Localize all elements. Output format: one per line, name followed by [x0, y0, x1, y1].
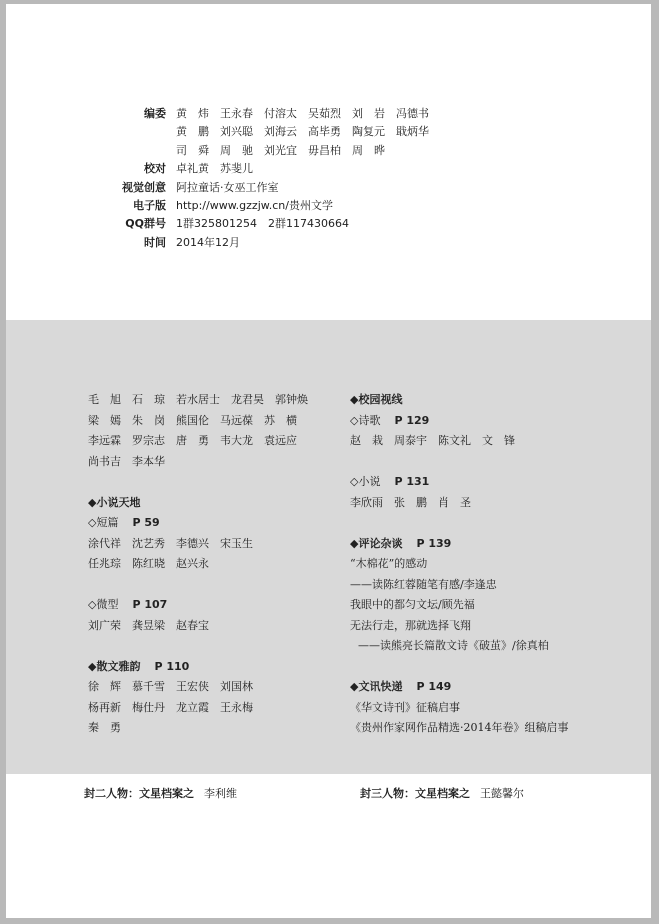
- author-line: 毛 旭 石 琼 若水居士 龙君昊 郭钟焕: [88, 393, 308, 406]
- contents-panel: [6, 320, 651, 774]
- credit-label: 编委: [144, 107, 166, 120]
- article-line: ——读熊亮长篇散文诗《破茧》/徐真柏: [358, 639, 549, 652]
- article-line: 《华文诗刊》征稿启事: [350, 700, 460, 714]
- page-number: P 131: [394, 475, 430, 488]
- subsection-label: ◇小说: [350, 475, 381, 488]
- page-number: P 139: [416, 536, 452, 550]
- article-line: 无法行走，那就选择飞翔: [350, 618, 471, 632]
- subsection-label: ◇诗歌: [350, 413, 381, 427]
- inside-back-cover-credit: [360, 785, 524, 801]
- author-line: 李欣雨 张 鹏 肖 圣: [350, 495, 471, 509]
- credit-value: 卓礼黄 苏斐儿: [176, 162, 253, 176]
- author-line: 赵 栽 周泰宇 陈文礼 文 锋: [350, 434, 515, 447]
- author-line: 徐 辉 慕千雪 王宏侠 刘国林: [88, 680, 253, 693]
- subsection-label: ◇微型: [88, 598, 119, 611]
- left-column: [88, 390, 308, 739]
- credit-label: [96, 123, 176, 141]
- author-line: 秦 勇: [88, 721, 121, 734]
- section-heading-review: [350, 534, 569, 555]
- page-number: P 107: [132, 598, 168, 611]
- credit-row: [96, 234, 429, 252]
- credits: [96, 105, 429, 252]
- subsection-micro: [88, 595, 308, 616]
- credit-label: 时间: [144, 235, 166, 249]
- credit-value: 司 舜 周 驰 刘光宜 毋昌柏 周 晔: [176, 143, 385, 157]
- subsection-poetry: [350, 411, 569, 432]
- credit-label: 电子版: [133, 199, 166, 213]
- section-label: ◆散文雅韵: [88, 659, 141, 673]
- section-label: ◆文讯快递: [350, 680, 403, 693]
- subsection-short: [88, 513, 308, 534]
- section-label: ◆评论杂谈: [350, 536, 403, 550]
- author-line: 涂代祥 沈艺秀 李德兴 宋玉生: [88, 536, 253, 550]
- author-line: 杨再新 梅仕丹 龙立霞 王永梅: [88, 700, 253, 714]
- section-heading-campus: ◆校园视线: [350, 393, 403, 406]
- credit-value: 黄 炜 王永春 付溶太 吴茹烈 刘 岩 冯德书: [176, 107, 429, 120]
- credit-label: QQ群号: [125, 217, 166, 231]
- page-number: P 129: [394, 413, 430, 427]
- page-number: P 149: [416, 680, 452, 693]
- footer-label: 封二人物：文星档案之: [84, 787, 194, 800]
- section-heading-prose: [88, 657, 308, 678]
- section-heading-novel: ◆小说天地: [88, 495, 141, 509]
- article-line: ——读陈红蓉随笔有感/李逢忠: [350, 577, 497, 591]
- footer-label: 封三人物：文星档案之: [360, 787, 470, 800]
- credit-label: 校对: [144, 162, 166, 176]
- footer-name: 王懿馨尔: [480, 787, 524, 800]
- page-number: P 59: [132, 516, 160, 529]
- author-line: 任兆琮 陈红晓 赵兴永: [88, 557, 209, 570]
- credit-row: [96, 105, 429, 123]
- page-number: P 110: [154, 659, 190, 673]
- author-line: 尚书吉 李本华: [88, 454, 165, 468]
- subsection-label: ◇短篇: [88, 516, 119, 529]
- author-line: 刘广荣 龚昱梁 赵春宝: [88, 618, 209, 632]
- article-line: 《贵州作家网作品精选·2014年卷》组稿启事: [350, 721, 569, 734]
- author-line: 李远霖 罗宗志 唐 勇 韦大龙 袁远应: [88, 434, 297, 447]
- footer-name: 李利维: [204, 787, 237, 800]
- credit-value: 阿拉童话·女巫工作室: [176, 180, 279, 194]
- credit-value: 1群325801254 2群117430664: [176, 217, 349, 231]
- author-line: 梁 嫣 朱 岗 熊国伦 马远葆 苏 横: [88, 413, 297, 427]
- credit-row: [96, 179, 429, 197]
- credit-label: [96, 142, 176, 160]
- article-line: 我眼中的都匀文坛/顾先福: [350, 598, 475, 611]
- subsection-fiction: [350, 472, 569, 493]
- inside-front-cover-credit: [84, 785, 237, 801]
- credit-label: 视觉创意: [122, 180, 166, 194]
- credit-value: 2014年12月: [176, 235, 240, 249]
- right-column: [350, 390, 569, 739]
- credit-row: [96, 160, 429, 178]
- credit-row: [96, 215, 429, 233]
- credit-row: [96, 197, 429, 215]
- section-heading-news: [350, 677, 569, 698]
- page: [6, 4, 651, 918]
- article-line: “木棉花”的感动: [350, 557, 428, 570]
- credit-row: [96, 123, 429, 141]
- credit-value: 黄 鹏 刘兴聪 刘海云 高毕勇 陶复元 戢炳华: [176, 125, 429, 139]
- credit-row: [96, 142, 429, 160]
- website-link[interactable]: http://www.gzzjw.cn/贵州文学: [176, 199, 333, 213]
